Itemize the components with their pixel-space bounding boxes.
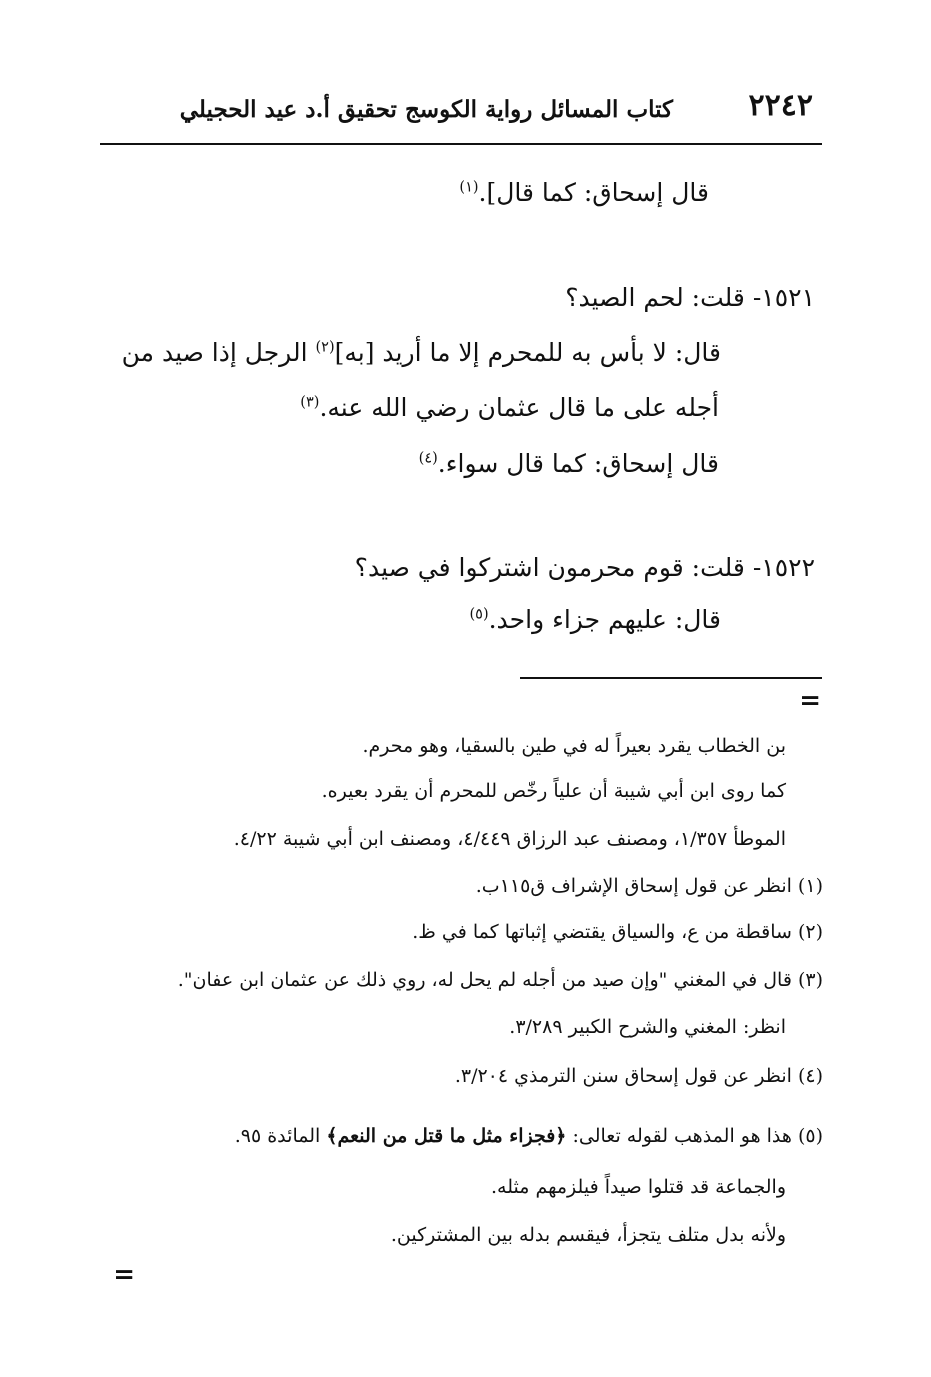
- footnote-5-line: والجماعة قد قتلوا صيداً فيلزمهم مثله.: [491, 1176, 786, 1198]
- header-rule: [100, 143, 822, 145]
- continuation-mark: =: [113, 1260, 135, 1290]
- continuation-mark: =: [799, 686, 821, 716]
- footnote-5-line: ولأنه بدل متلف يتجزأ، فيقسم بدله بين المشتركين.: [390, 1224, 786, 1246]
- footnote-separator: [520, 677, 822, 679]
- footnote-ref: (٣): [300, 394, 320, 411]
- quran-quote: ﴿فجزاء مثل ما قتل من النعم﴾: [326, 1125, 567, 1147]
- answer-1521-line: أجله على ما قال عثمان رضي الله عنه.$^{(٣)}$: [300, 393, 719, 422]
- footnote-3-source: انظر: المغني والشرح الكبير ٣/٢٨٩.: [509, 1016, 786, 1038]
- running-header-title: كتاب المسائل رواية الكوسج تحقيق أ.د عيد الحجيلي: [179, 96, 673, 123]
- answer-1522-line: قال: عليهم جزاء واحد.$^{(٥)}$: [469, 605, 721, 634]
- footnote-ref: (١): [459, 179, 479, 196]
- page-number: ٢٢٤٢: [748, 88, 813, 123]
- footnote-ref: (٤): [418, 450, 438, 467]
- text-line: قال إسحاق: كما قال].$^{(١)}$: [459, 178, 709, 207]
- footnote-3: (٣) قال في المغني "وإن صيد من أجله لم يحل له، روي ذلك عن عثمان ابن عفان".: [177, 969, 823, 991]
- answer-1521-line: قال إسحاق: كما قال سواء.$^{(٤)}$: [418, 449, 719, 478]
- footnote-ref: (٢): [315, 339, 335, 356]
- footnote-4: (٤) انظر عن قول إسحاق سنن الترمذي ٣/٢٠٤.: [454, 1065, 823, 1087]
- footnote-5: (٥) هذا هو المذهب لقوله تعالى: ﴿فجزاء مثل ما قتل من النعم﴾ المائدة ٩٥.: [234, 1125, 823, 1147]
- footnote-2: (٢) ساقطة من ع، والسياق يقتضي إثباتها كما في ظ.: [412, 921, 823, 943]
- footnote-continuation-line: كما روى ابن أبي شيبة أن علياً رخّص للمحرم أن يقرد بعيره.: [321, 780, 786, 802]
- footnote-continuation-line: بن الخطاب يقرد بعيراً له في طين بالسقيا، وهو محرم.: [362, 735, 786, 757]
- question-1521: ١٥٢١- قلت: لحم الصيد؟: [565, 283, 815, 312]
- question-1522: ١٥٢٢- قلت: قوم محرمون اشتركوا في صيد؟: [354, 553, 815, 582]
- answer-1521-line: قال: لا بأس به للمحرم إلا ما أريد [به]$^{(٢)}$ الرجل إذا صيد من: [121, 338, 721, 367]
- footnote-ref: (٥): [469, 606, 489, 623]
- footnote-1: (١) انظر عن قول إسحاق الإشراف ق١١٥ب.: [475, 875, 823, 897]
- footnote-continuation-line: الموطأ ١/٣٥٧، ومصنف عبد الرزاق ٤/٤٤٩، ومصنف ابن أبي شيبة ٤/٢٢.: [233, 828, 786, 850]
